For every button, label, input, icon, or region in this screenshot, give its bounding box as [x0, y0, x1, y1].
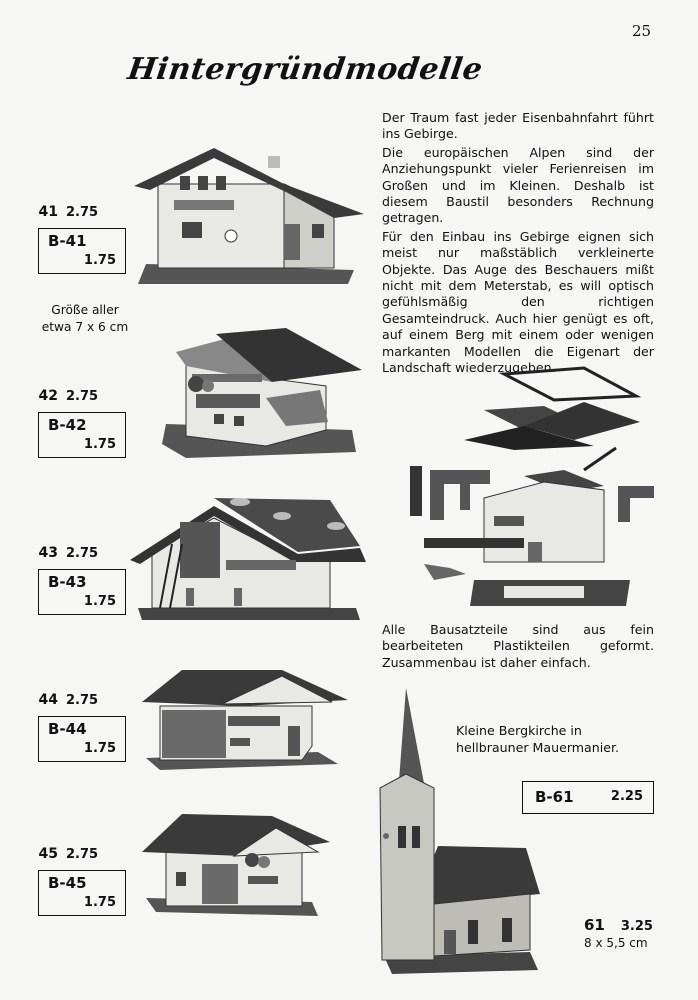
- intro-paragraph: Die europäischen Alpen sind der Anziehungspunkt vieler Ferienreisen im Großen und im Kleinen. Deshalb ist diesem Baustil besonders Rechnung getragen.: [382, 144, 654, 226]
- model-price: 2.75: [66, 546, 99, 561]
- kit-code: B-42: [48, 416, 87, 434]
- house-43-illustration: [130, 496, 368, 624]
- house-42-illustration: [156, 326, 366, 462]
- model-number: 42: [38, 388, 58, 404]
- model-41-price-row: [28, 204, 98, 220]
- exploded-kit-illustration: [404, 366, 654, 610]
- assembly-text: Alle Bausatzteile sind aus fein bearbeiteten Plastikteilen geformt. Zusammenbau ist daher einfach.: [382, 622, 654, 670]
- model-44-price-row: [28, 692, 98, 708]
- kit-b43-box: [38, 569, 126, 615]
- model-45-price-row: [28, 846, 98, 862]
- kit-price: 1.75: [83, 437, 116, 452]
- intro-paragraph: Für den Einbau ins Gebirge eignen sich meist nur maßstäblich verkleinerte Objekte. Das Auge des Beschauers mißt nicht mit dem Meterstab, es will optisch gefühlsmäßig den richtigen Gesamteindruck. Auch hier genügt es oft, auf einem Berg mit einem oder wenigen markanten Modellen die Eigenart der Landschaft wiederzugeben.: [382, 228, 654, 376]
- church-dimensions: 8 x 5,5 cm: [584, 936, 648, 950]
- model-price: 2.75: [66, 693, 99, 708]
- model-number: 45: [38, 846, 58, 862]
- kit-code: B-41: [48, 232, 87, 250]
- model-number: 41: [38, 204, 58, 220]
- kit-price: 1.75: [83, 895, 116, 910]
- kit-b41-box: [38, 228, 126, 274]
- model-price: 2.75: [66, 205, 99, 220]
- size-note-line: Größe aller: [51, 303, 119, 317]
- kit-code: B-44: [48, 720, 87, 738]
- house-41-illustration: [134, 144, 366, 286]
- kit-price: 1.75: [83, 594, 116, 609]
- kit-code: B-61: [535, 788, 574, 806]
- kit-price: 1.75: [83, 253, 116, 268]
- kit-b61-box: [522, 781, 654, 814]
- kit-price: 1.75: [83, 741, 116, 756]
- model-61-price-row: [584, 916, 653, 934]
- model-price: 2.75: [66, 847, 99, 862]
- kit-b45-box: [38, 870, 126, 916]
- model-number: 44: [38, 692, 58, 708]
- kit-b42-box: [38, 412, 126, 458]
- page-title: Hintergründmodelle: [125, 52, 485, 87]
- model-number: 43: [38, 545, 58, 561]
- model-43-price-row: [28, 545, 98, 561]
- model-42-price-row: [28, 388, 98, 404]
- house-45-illustration: [142, 812, 336, 920]
- model-number: 61: [584, 916, 605, 934]
- page-number: 25: [632, 22, 652, 40]
- church-description: Kleine Bergkirche in hellbrauner Mauermanier.: [456, 723, 620, 755]
- kit-code: B-45: [48, 874, 87, 892]
- kit-code: B-43: [48, 573, 87, 591]
- kit-price: 2.25: [610, 789, 643, 804]
- model-price: 3.25: [620, 919, 653, 934]
- house-44-illustration: [142, 666, 352, 772]
- size-note-line: etwa 7 x 6 cm: [41, 320, 129, 334]
- intro-text: [382, 110, 654, 379]
- size-note: [30, 302, 140, 336]
- intro-paragraph: Der Traum fast jeder Eisenbahnfahrt führt ins Gebirge.: [382, 110, 654, 142]
- model-price: 2.75: [66, 389, 99, 404]
- kit-b44-box: [38, 716, 126, 762]
